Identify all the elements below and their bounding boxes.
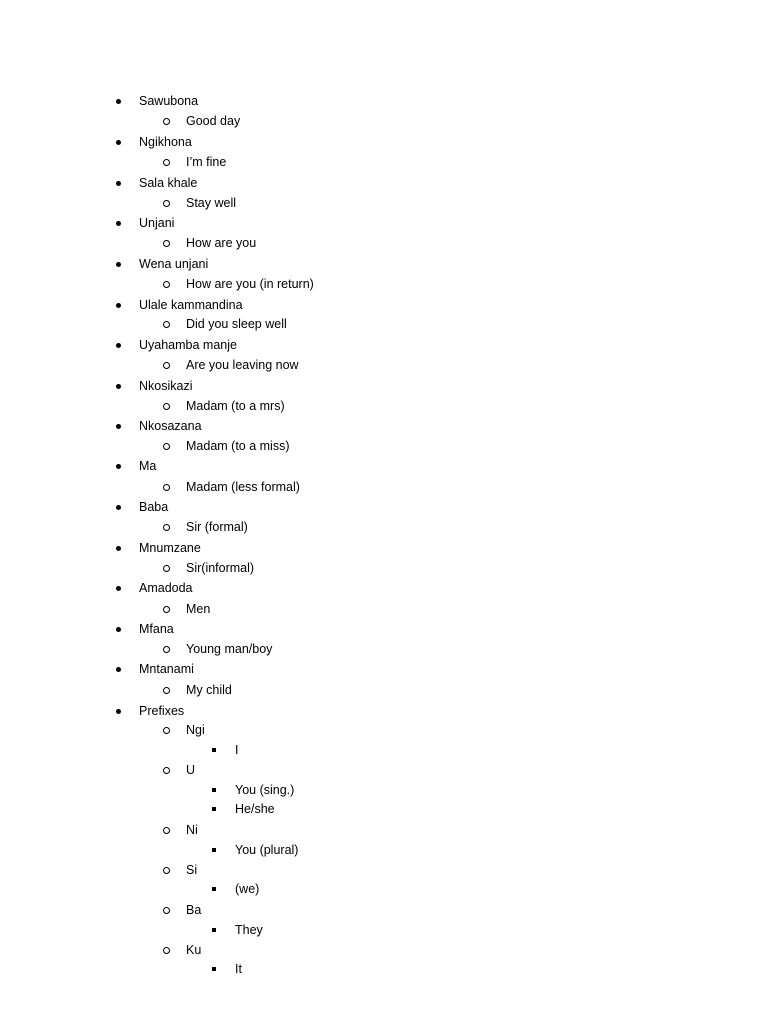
circle-bullet-icon bbox=[163, 727, 170, 734]
meaning-text: My child bbox=[186, 683, 232, 697]
term-text: Unjani bbox=[139, 216, 175, 230]
term-text: Mntanami bbox=[139, 662, 194, 676]
square-bullet-icon bbox=[212, 848, 216, 852]
term-text: Wena unjani bbox=[139, 257, 209, 271]
prefix-text: Ku bbox=[186, 943, 202, 957]
bullet-icon bbox=[116, 140, 121, 145]
bullet-icon bbox=[116, 546, 121, 551]
circle-bullet-icon bbox=[163, 646, 170, 653]
term-text: Mfana bbox=[139, 622, 174, 636]
square-bullet-icon bbox=[212, 887, 216, 891]
circle-bullet-icon bbox=[163, 118, 170, 125]
bullet-icon bbox=[116, 221, 121, 226]
circle-bullet-icon bbox=[163, 200, 170, 207]
prefix-meaning-text: They bbox=[235, 923, 263, 937]
bullet-icon bbox=[116, 181, 121, 186]
meaning-text: Madam (less formal) bbox=[186, 480, 300, 494]
circle-bullet-icon bbox=[163, 867, 170, 874]
circle-bullet-icon bbox=[163, 907, 170, 914]
prefix-meaning-text: He/she bbox=[235, 802, 275, 816]
bullet-icon bbox=[116, 627, 121, 632]
circle-bullet-icon bbox=[163, 484, 170, 491]
bullet-icon bbox=[116, 262, 121, 267]
circle-bullet-icon bbox=[163, 281, 170, 288]
square-bullet-icon bbox=[212, 748, 216, 752]
meaning-text: How are you (in return) bbox=[186, 277, 314, 291]
meaning-text: Good day bbox=[186, 114, 241, 128]
prefix-meaning-text: You (plural) bbox=[235, 843, 299, 857]
term-text: Uyahamba manje bbox=[139, 338, 237, 352]
term-text: Amadoda bbox=[139, 581, 193, 595]
bullet-icon bbox=[116, 99, 121, 104]
square-bullet-icon bbox=[212, 807, 216, 811]
circle-bullet-icon bbox=[163, 767, 170, 774]
square-bullet-icon bbox=[212, 788, 216, 792]
meaning-text: Young man/boy bbox=[186, 642, 273, 656]
circle-bullet-icon bbox=[163, 403, 170, 410]
term-text: Ngikhona bbox=[139, 135, 192, 149]
prefix-text: Ni bbox=[186, 823, 198, 837]
circle-bullet-icon bbox=[163, 606, 170, 613]
meaning-text: I’m fine bbox=[186, 155, 227, 169]
meaning-text: Men bbox=[186, 602, 211, 616]
square-bullet-icon bbox=[212, 967, 216, 971]
term-text: Ulale kammandina bbox=[139, 298, 243, 312]
prefix-meaning-text: It bbox=[235, 962, 242, 976]
prefix-text: Si bbox=[186, 863, 198, 877]
square-bullet-icon bbox=[212, 928, 216, 932]
bullet-icon bbox=[116, 667, 121, 672]
bullet-icon bbox=[116, 424, 121, 429]
prefix-meaning-text: You (sing.) bbox=[235, 783, 295, 797]
term-text: Sawubona bbox=[139, 94, 199, 108]
prefix-text: U bbox=[186, 763, 196, 777]
prefix-meaning-text: I bbox=[235, 743, 239, 757]
term-text: Nkosazana bbox=[139, 419, 202, 433]
bullet-icon bbox=[116, 464, 121, 469]
circle-bullet-icon bbox=[163, 947, 170, 954]
circle-bullet-icon bbox=[163, 443, 170, 450]
bullet-icon bbox=[116, 505, 121, 510]
circle-bullet-icon bbox=[163, 240, 170, 247]
term-text: Sala khale bbox=[139, 176, 198, 190]
meaning-text: Stay well bbox=[186, 196, 237, 210]
circle-bullet-icon bbox=[163, 687, 170, 694]
prefix-text: Ngi bbox=[186, 723, 205, 737]
bullet-icon bbox=[116, 303, 121, 308]
circle-bullet-icon bbox=[163, 524, 170, 531]
bullet-icon bbox=[116, 343, 121, 348]
bullet-icon bbox=[116, 384, 121, 389]
bullet-icon bbox=[116, 586, 121, 591]
meaning-text: Are you leaving now bbox=[186, 358, 299, 372]
meaning-text: Sir (formal) bbox=[186, 520, 248, 534]
circle-bullet-icon bbox=[163, 565, 170, 572]
meaning-text: Sir(informal) bbox=[186, 561, 255, 575]
meaning-text: Madam (to a miss) bbox=[186, 439, 290, 453]
circle-bullet-icon bbox=[163, 321, 170, 328]
prefix-text: Ba bbox=[186, 903, 202, 917]
term-text: Mnumzane bbox=[139, 541, 201, 555]
term-text: Nkosikazi bbox=[139, 379, 193, 393]
term-text: Baba bbox=[139, 500, 169, 514]
bullet-icon bbox=[116, 709, 121, 714]
term-text: Ma bbox=[139, 459, 157, 473]
prefix-meaning-text: (we) bbox=[235, 882, 260, 896]
circle-bullet-icon bbox=[163, 362, 170, 369]
circle-bullet-icon bbox=[163, 827, 170, 834]
circle-bullet-icon bbox=[163, 159, 170, 166]
prefixes-heading: Prefixes bbox=[139, 704, 185, 718]
meaning-text: Madam (to a mrs) bbox=[186, 399, 285, 413]
meaning-text: How are you bbox=[186, 236, 257, 250]
meaning-text: Did you sleep well bbox=[186, 317, 287, 331]
